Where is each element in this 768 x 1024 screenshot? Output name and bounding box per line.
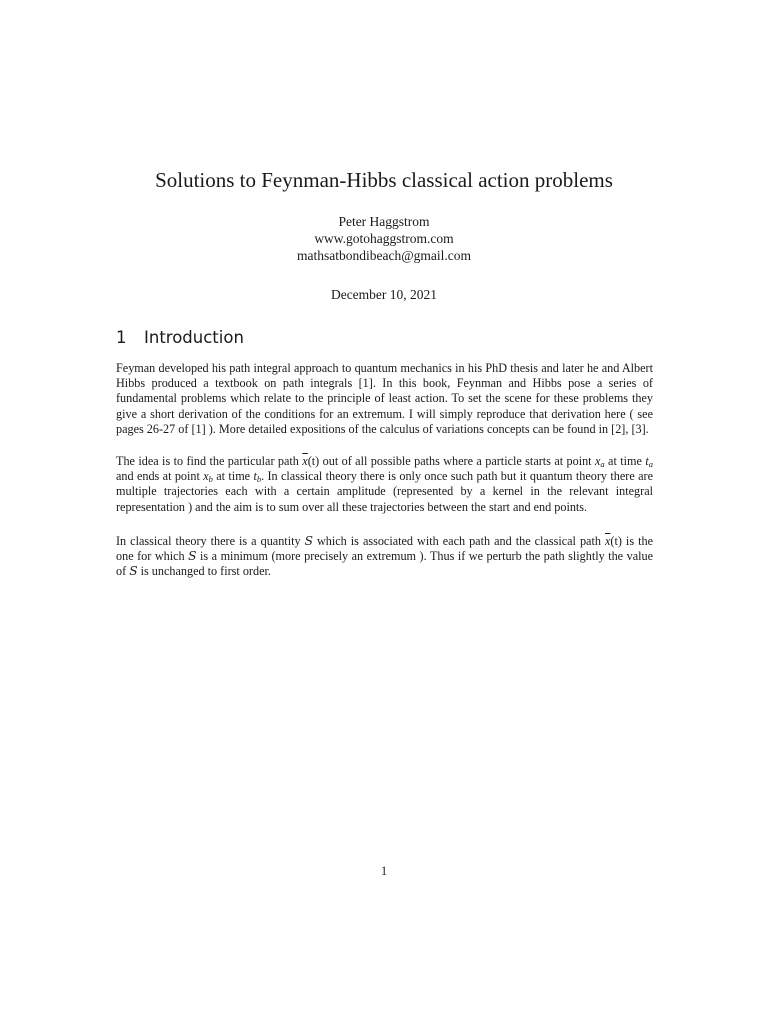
math-action-s: S xyxy=(129,564,138,579)
math-xbar: $\overline{x}$ xyxy=(604,534,611,548)
paragraph-1-text: Feyman developed his path integral approach to quantum mechanics in his PhD thesis and later he and Albert Hibbs produced a textbook on path integrals [1]. In this book, Feynman and Hibbs pose a series of fundamental problems which relate to the principle of least action. To set the scene for these problems they give a short derivation of the conditions for an extremum. I will simply reproduce that derivation here ( see pages 26-27 of [1] ). More detailed expositions of the calculus of variations concepts can be found in [2], [3]. xyxy=(116,361,653,436)
text-run: The idea is to find the particular path xyxy=(116,454,303,468)
text-run: out of all possible paths where a particle starts at point xyxy=(319,454,595,468)
author-email: mathsatbondibeach@gmail.com xyxy=(296,248,471,263)
math-t-b: t xyxy=(253,469,257,484)
math-t-a: t xyxy=(645,454,649,468)
text-run: at time xyxy=(604,454,646,468)
math-sub-b: b xyxy=(208,474,213,485)
paper-date: December 10, 2021 xyxy=(330,287,438,302)
page-number: 1 xyxy=(380,864,388,878)
text-run: at time xyxy=(212,469,254,484)
text-run: is unchanged to first order. xyxy=(137,564,271,579)
text-run: which is associated with each path and the classical path xyxy=(312,534,605,548)
math-sub-ta: a xyxy=(648,459,653,469)
math-t-arg: (t) xyxy=(307,454,320,468)
text-run: is the one for which xyxy=(116,534,653,564)
math-action-s: S xyxy=(188,549,197,564)
text-run: and ends at point xyxy=(116,469,204,484)
section-heading xyxy=(116,327,244,349)
math-t-arg: (t) xyxy=(610,534,622,548)
text-run: is a minimum (more precisely an extremum ). Thus if we perturb the path slightly the value of xyxy=(116,549,653,579)
paragraph-2-text xyxy=(116,454,653,515)
section-title: Introduction xyxy=(144,328,244,347)
paragraph-1 xyxy=(116,361,653,437)
paragraph-3 xyxy=(116,534,653,580)
math-x-a: x xyxy=(594,454,601,468)
author-name: Peter Haggstrom xyxy=(338,214,430,229)
paragraph-2 xyxy=(116,454,653,515)
section-number: 1 xyxy=(116,328,127,347)
paper-title: Solutions to Feynman-Hibbs classical action problems xyxy=(155,168,613,192)
math-sub-a: a xyxy=(600,459,605,469)
math-xbar: $\overline{x}$ xyxy=(302,454,308,468)
text-run: . In classical theory there is only once such path but it quantum theory there are multiple trajectories each with a certain amplitude (represented by a kernel in the relevant integral representation ) and the aim is to sum over all these trajectories between the start and end points. xyxy=(116,469,653,514)
math-action-s: S xyxy=(304,534,313,548)
math-x-b: x xyxy=(203,469,209,484)
math-sub-tb: b xyxy=(256,474,262,485)
paragraph-3-text xyxy=(116,534,653,580)
text-run: In classical theory there is a quantity xyxy=(116,534,305,548)
author-block xyxy=(0,213,768,264)
author-website: www.gotohaggstrom.com xyxy=(314,231,454,246)
